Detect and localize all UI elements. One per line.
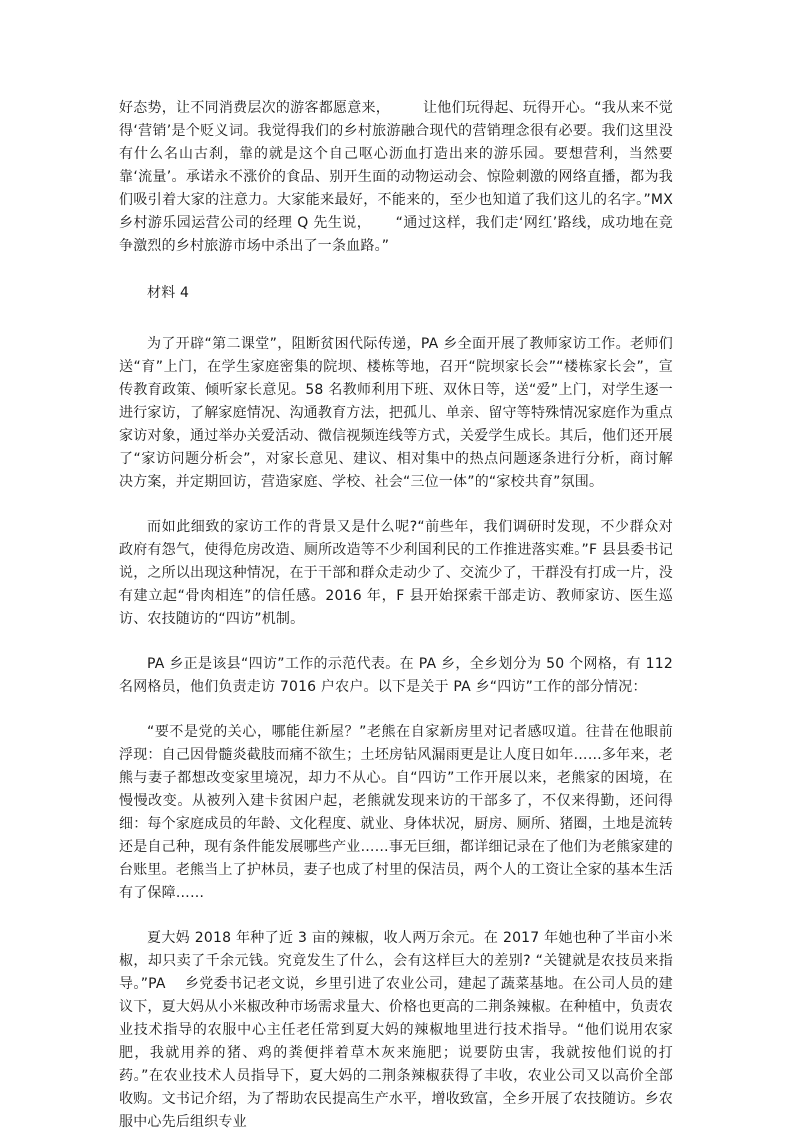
paragraph-teacher-home-visits: 为了开辟“第二课堂”，阻断贫困代际传递，PA 乡全面开展了教师家访工作。老师们送“育”上门，在学生家庭密集的院坝、楼栋等地，召开“院坝家长会”“楼栋家长会”，宣传教育政策、倾听家长意见。58 名教师利用下班、双休日等，送“爱”上门，对学生逐一进行家访，了解家庭情况、沟通教育方法，把孤儿、单亲、留守等特殊情况家庭作为重点家访对象，通过举办关爱活动、微信视频连线等方式，关爱学生成长。其后，他们还开展了“家访问题分析会”，对家长意见、建议、相对集中的热点问题逐条进行分析，商讨解决方案，并定期回访，营造家庭、学校、社会“三位一体”的“家校共育”氛围。 (119, 336, 673, 490)
paragraph-pa-township-grid: PA 乡正是该县“四访”工作的示范代表。在 PA 乡，全乡划分为 50 个网格，有 112 名网格员，他们负责走访 7016 户农户。以下是关于 PA 乡“四访”工作的部分情况： (119, 656, 678, 695)
paragraph-aunt-xia-story: 夏大妈 2018 年种了近 3 亩的辣椒，收人两万余元。在 2017 年她也种了半亩小米椒，却只卖了千余元钱。究竟发生了什么，会有这样巨大的差别? “关键就是农技员来指导。”PA 乡党委书记老文说，乡里引进了农业公司，建起了蔬菜基地。在公司人员的建议下，夏大妈从小米椒改种市场需求量大、价格也更高的二荆条辣椒。在种植中，负责农业技术指导的农服中心主任老任常到夏大妈的辣椒地里进行技术指导。“他们说用农家肥，我就用养的猪、鸡的粪便拌着草木灰来施肥；说要防虫害，我就按他们说的打药。”在农业技术人员指导下，夏大妈的二荆条辣椒获得了丰收，农业公司又以高价全部收购。文书记介绍，为了帮助农民提高生产水平，增收致富，全乡开展了农技随访。乡农服中心先后组织专业 (119, 930, 673, 1130)
paragraph-four-visits-background: 而如此细致的家访工作的背景又是什么呢?“前些年，我们调研时发现，不少群众对政府有怨气，使得危房改造、厕所改造等不少利国利民的工作推进落实难。”F 县县委书记说，之所以出现这种情况，在于干部和群众走动少了、交流少了，干群没有打成一片，没有建立起“骨肉相连”的信任感。2016 年，F 县开始探索干部走访、教师家访、医生巡访、农技随访的“四访”机制。 (119, 519, 673, 627)
paragraph-tourism-marketing: 好态势，让不同消费层次的游客都愿意来， 让他们玩得起、玩得开心。“我从来不觉得‘营销’是个贬义词。我觉得我们的乡村旅游融合现代的营销理念很有必要。我们这里没有什么名山古刹，靠的就是这个自己呕心沥血打造出来的游乐园。要想营利，当然要靠‘流量’。承诺永不涨价的食品、别开生面的动物运动会、惊险刺激的网络直播，都为我们吸引着大家的注意力。大家能来最好，不能来的，至少也知道了我们这儿的名字。”MX 乡村游乐园运营公司的经理 Q 先生说， “通过这样，我们走‘网红’路线，成功地在竞争激烈的乡村旅游市场中杀出了一条血路。” (119, 100, 678, 254)
paragraph-old-xiong-story: “要不是党的关心，哪能住新屋？”老熊在自家新房里对记者感叹道。往昔在他眼前浮现：自己因骨髓炎截肢而痛不欲生；土坯房钻风漏雨更是让人度日如年……多年来，老熊与妻子都想改变家里境况，却力不从心。自“四访”工作开展以来，老熊家的困境，在慢慢改变。从被列入建卡贫困户起，老熊就发现来访的干部多了，不仅来得勤，还问得细：每个家庭成员的年龄、文化程度、就业、身体状况，厨房、厕所、猪圈，土地是流转还是自己种，现有条件能发展哪些产业……事无巨细，都详细记录在了他们为老熊家建的台账里。老熊当上了护林员，妻子也成了村里的保洁员，两个人的工资让全家的基本生活有了保障…… (119, 724, 673, 901)
section-heading-material-4: 材料 4 (147, 285, 190, 301)
